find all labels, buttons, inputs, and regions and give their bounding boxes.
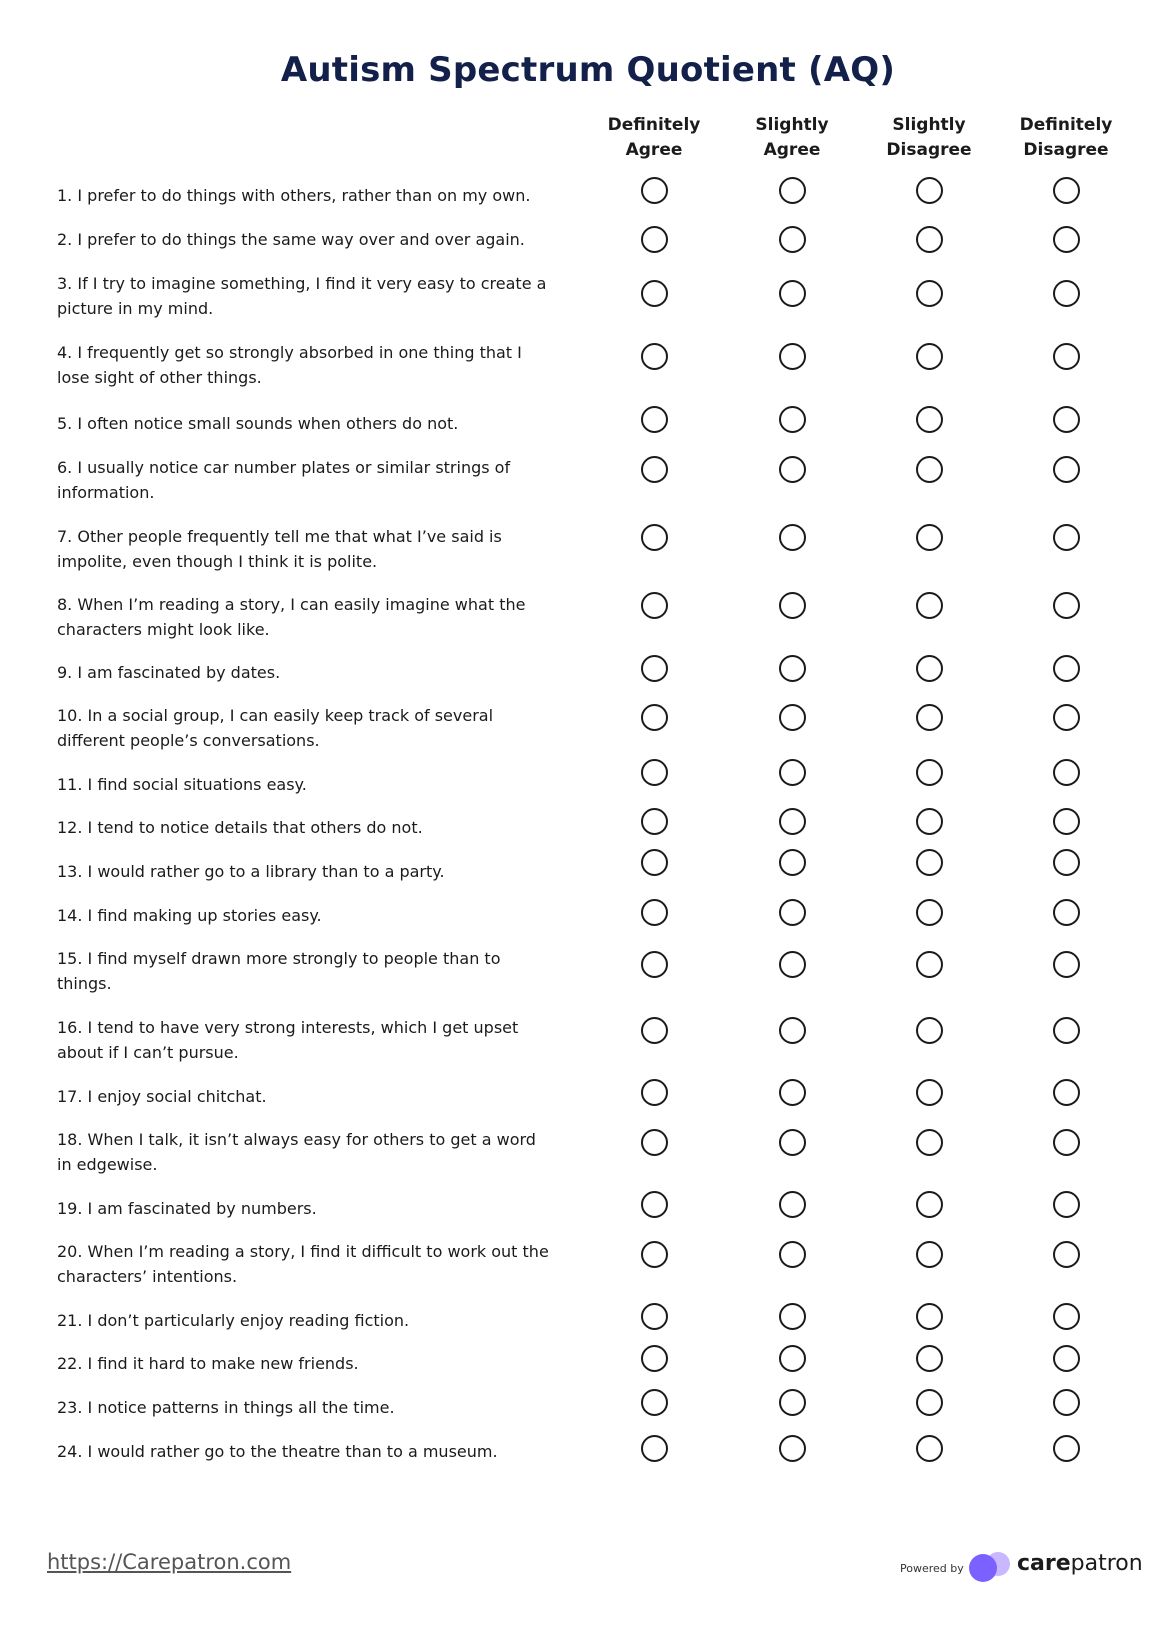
answer-radio[interactable] [1053,899,1080,926]
question-line: 5. I often notice small sounds when others do not. [57,414,459,433]
answer-radio[interactable] [1053,1129,1080,1156]
answer-radio[interactable] [1053,759,1080,786]
answer-radio[interactable] [1053,592,1080,619]
column-header-line: Slightly [892,115,966,135]
answer-radio[interactable] [916,456,943,483]
question-line: information. [57,483,155,502]
question-line: 14. I find making up stories easy. [57,906,322,925]
question-line: 7. Other people frequently tell me that what I’ve said is [57,527,502,546]
answer-radio[interactable] [641,1017,668,1044]
answer-radio[interactable] [1053,343,1080,370]
answer-radio[interactable] [779,1241,806,1268]
question-line: picture in my mind. [57,299,214,318]
answer-radio[interactable] [916,704,943,731]
answer-radio[interactable] [1053,226,1080,253]
answer-radio[interactable] [779,655,806,682]
answer-radio[interactable] [1053,808,1080,835]
answer-radio[interactable] [779,1017,806,1044]
answer-radio[interactable] [779,1345,806,1372]
question-line: 18. When I talk, it isn’t always easy for others to get a word [57,1130,536,1149]
answer-radio[interactable] [641,1303,668,1330]
question-line: 11. I find social situations easy. [57,775,307,794]
answer-radio[interactable] [1053,1389,1080,1416]
powered-by-label: Powered by [900,1562,964,1575]
answer-radio[interactable] [916,177,943,204]
answer-radio[interactable] [779,226,806,253]
question-line: impolite, even though I think it is polite. [57,552,378,571]
answer-radio[interactable] [779,1191,806,1218]
question-line: 24. I would rather go to the theatre than to a museum. [57,1442,498,1461]
question-text [57,660,557,685]
question-line: 6. I usually notice car number plates or similar strings of [57,458,511,477]
answer-radio[interactable] [916,406,943,433]
question-text [57,592,557,642]
answer-radio[interactable] [779,704,806,731]
question-text [57,271,557,321]
answer-radio[interactable] [641,1241,668,1268]
answer-radio[interactable] [641,280,668,307]
carepatron-link[interactable]: https://Carepatron.com [47,1550,292,1574]
answer-radio[interactable] [916,1303,943,1330]
question-line: lose sight of other things. [57,368,262,387]
answer-radio[interactable] [1053,655,1080,682]
answer-radio[interactable] [641,177,668,204]
question-text [57,411,557,436]
answer-radio[interactable] [916,1129,943,1156]
answer-radio[interactable] [916,1191,943,1218]
answer-radio[interactable] [779,849,806,876]
column-header-line: Agree [763,140,821,160]
question-text [57,340,557,390]
answer-radio[interactable] [1053,704,1080,731]
question-text [57,1196,557,1221]
answer-radio[interactable] [1053,1017,1080,1044]
column-header [854,113,1004,163]
answer-radio[interactable] [1053,524,1080,551]
question-text [57,524,557,574]
answer-radio[interactable] [641,655,668,682]
question-line: 13. I would rather go to a library than to a party. [57,862,445,881]
question-line: different people’s conversations. [57,731,320,750]
question-line: 23. I notice patterns in things all the time. [57,1398,395,1417]
question-line: 20. When I’m reading a story, I find it difficult to work out the [57,1242,549,1261]
question-line: 21. I don’t particularly enjoy reading fiction. [57,1311,410,1330]
column-header-line: Disagree [1023,140,1109,160]
question-line: 16. I tend to have very strong interests, which I get upset [57,1018,519,1037]
question-text [57,1351,557,1376]
column-header [991,113,1141,163]
answer-radio[interactable] [1053,1191,1080,1218]
page-title: Autism Spectrum Quotient (AQ) [280,50,896,90]
answer-radio[interactable] [779,1435,806,1462]
answer-radio[interactable] [779,406,806,433]
answer-radio[interactable] [641,406,668,433]
answer-radio[interactable] [1053,177,1080,204]
answer-radio[interactable] [779,280,806,307]
carepatron-brand [1017,1551,1143,1576]
answer-radio[interactable] [641,592,668,619]
column-header-line: Definitely [1019,115,1113,135]
answer-radio[interactable] [1053,849,1080,876]
answer-radio[interactable] [916,1345,943,1372]
question-text [57,1239,557,1289]
question-text [57,703,557,753]
answer-radio[interactable] [916,655,943,682]
answer-radio[interactable] [779,759,806,786]
question-line: in edgewise. [57,1155,158,1174]
answer-radio[interactable] [641,849,668,876]
answer-radio[interactable] [641,343,668,370]
answer-radio[interactable] [641,226,668,253]
answer-radio[interactable] [916,759,943,786]
answer-radio[interactable] [641,704,668,731]
answer-radio[interactable] [1053,1241,1080,1268]
answer-radio[interactable] [916,1079,943,1106]
answer-radio[interactable] [641,1191,668,1218]
question-line: 15. I find myself drawn more strongly to people than to [57,949,501,968]
answer-radio[interactable] [916,1017,943,1044]
answer-radio[interactable] [1053,1435,1080,1462]
answer-radio[interactable] [916,849,943,876]
answer-radio[interactable] [779,1303,806,1330]
answer-radio[interactable] [916,951,943,978]
answer-radio[interactable] [779,1079,806,1106]
question-line: characters’ intentions. [57,1267,238,1286]
column-header-line: Definitely [607,115,701,135]
question-line: 10. In a social group, I can easily keep track of several [57,706,494,725]
answer-radio[interactable] [779,524,806,551]
answer-radio[interactable] [779,808,806,835]
answer-radio[interactable] [916,592,943,619]
answer-radio[interactable] [779,899,806,926]
brand-rest: patron [1070,1551,1143,1576]
question-line: 22. I find it hard to make new friends. [57,1354,359,1373]
question-text [57,1395,557,1420]
answer-radio[interactable] [641,1435,668,1462]
question-line: 17. I enjoy social chitchat. [57,1087,267,1106]
answer-radio[interactable] [916,1435,943,1462]
answer-radio[interactable] [1053,406,1080,433]
answer-radio[interactable] [641,524,668,551]
answer-radio[interactable] [916,280,943,307]
answer-radio[interactable] [641,951,668,978]
column-header [717,113,867,163]
answer-radio[interactable] [1053,456,1080,483]
answer-radio[interactable] [779,951,806,978]
answer-radio[interactable] [641,759,668,786]
column-header [579,113,729,163]
answer-radio[interactable] [916,226,943,253]
answer-radio[interactable] [1053,1345,1080,1372]
answer-radio[interactable] [641,1129,668,1156]
answer-radio[interactable] [641,808,668,835]
answer-radio[interactable] [1053,951,1080,978]
question-line: about if I can’t pursue. [57,1043,239,1062]
answer-radio[interactable] [1053,280,1080,307]
question-text [57,772,557,797]
question-line: 12. I tend to notice details that others do not. [57,818,423,837]
answer-radio[interactable] [641,1079,668,1106]
question-line: 2. I prefer to do things the same way over and over again. [57,230,525,249]
answer-radio[interactable] [916,524,943,551]
question-text [57,455,557,505]
answer-radio[interactable] [779,1129,806,1156]
answer-radio[interactable] [779,343,806,370]
question-text [57,1308,557,1333]
answer-radio[interactable] [641,1345,668,1372]
answer-radio[interactable] [916,808,943,835]
question-text [57,183,557,208]
column-header-line: Agree [625,140,683,160]
answer-radio[interactable] [916,1389,943,1416]
column-header-line: Slightly [755,115,829,135]
question-line: 1. I prefer to do things with others, rather than on my own. [57,186,531,205]
answer-radio[interactable] [779,1389,806,1416]
answer-radio[interactable] [779,177,806,204]
question-text [57,1084,557,1109]
question-line: 3. If I try to imagine something, I find it very easy to create a [57,274,547,293]
question-text [57,946,557,996]
question-text [57,1439,557,1464]
question-text [57,903,557,928]
question-text [57,1127,557,1177]
answer-radio[interactable] [1053,1079,1080,1106]
question-text [57,1015,557,1065]
answer-radio[interactable] [641,1389,668,1416]
question-line: 19. I am fascinated by numbers. [57,1199,317,1218]
question-text [57,227,557,252]
answer-radio[interactable] [916,343,943,370]
column-header-line: Disagree [886,140,972,160]
answer-radio[interactable] [1053,1303,1080,1330]
question-line: 9. I am fascinated by dates. [57,663,281,682]
answer-radio[interactable] [916,1241,943,1268]
question-line: characters might look like. [57,620,270,639]
question-line: things. [57,974,112,993]
question-line: 8. When I’m reading a story, I can easily imagine what the [57,595,526,614]
question-line: 4. I frequently get so strongly absorbed in one thing that I [57,343,522,362]
answer-radio[interactable] [641,456,668,483]
question-text [57,815,557,840]
carepatron-logo-icon [967,1550,1015,1584]
brand-bold: care [1017,1551,1071,1576]
question-text [57,859,557,884]
answer-radio[interactable] [779,456,806,483]
answer-radio[interactable] [916,899,943,926]
answer-radio[interactable] [779,592,806,619]
answer-radio[interactable] [641,899,668,926]
